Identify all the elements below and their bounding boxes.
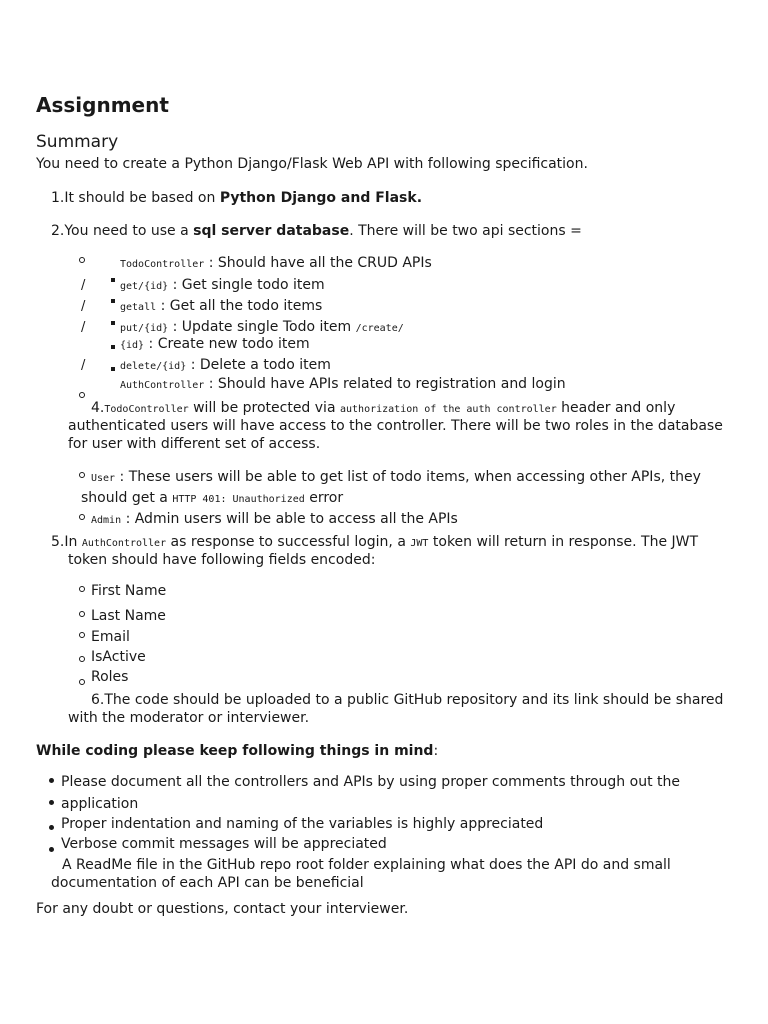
spec-item-6-line2: with the moderator or interviewer. — [68, 710, 310, 726]
jwt-field: First Name — [91, 583, 167, 599]
slash-mark: / — [81, 358, 86, 373]
auth-controller-line — [120, 375, 566, 395]
spec-item-4-mid: will be protected via — [188, 400, 340, 416]
slash-mark: / — [81, 299, 86, 314]
route-getall-desc: : Get all the todo items — [160, 298, 323, 314]
role-admin-desc: : Admin users will be able to access all the APIs — [125, 511, 458, 527]
spec-item-1-bold: Python Django and Flask. — [219, 190, 423, 206]
bullet-icon — [49, 800, 54, 805]
circle-bullet-icon — [79, 679, 85, 685]
readme-line1: A ReadMe file in the GitHub repo root folder explaining what does the API do and small — [62, 857, 671, 873]
spec-item-1-text: 1.It should be based on — [51, 190, 220, 206]
bullet-icon — [49, 825, 54, 830]
route-get — [120, 276, 325, 296]
route-put-code: put/{id} — [120, 323, 169, 334]
http-401-code: HTTP 401: Unauthorized — [172, 494, 305, 505]
bullet-icon — [49, 847, 54, 852]
auth-controller-code: AuthController — [120, 380, 205, 391]
route-create-code-b: {id} — [120, 340, 145, 351]
coding-heading-bold: While coding please keep following things in mind — [36, 743, 434, 759]
route-create — [120, 335, 310, 355]
circle-bullet-icon — [79, 392, 85, 398]
spec-item-2-bold: sql server database — [193, 223, 350, 239]
spec-item-4-auth-code: authorization of the auth controller — [339, 404, 557, 415]
spec-item-5-auth-code: AuthController — [81, 538, 167, 549]
circle-bullet-icon — [79, 611, 85, 617]
role-admin-line — [91, 510, 458, 530]
square-bullet-icon — [111, 299, 115, 303]
slash-mark: / — [81, 320, 86, 335]
role-user-line1 — [91, 468, 701, 488]
square-bullet-icon — [111, 367, 115, 371]
summary-heading: Summary — [36, 132, 119, 152]
circle-bullet-icon — [79, 632, 85, 638]
route-create-desc: : Create new todo item — [148, 336, 310, 352]
spec-item-4-line1 — [91, 399, 675, 419]
jwt-field: Email — [91, 629, 130, 645]
circle-bullet-icon — [79, 472, 85, 478]
todo-controller-line — [120, 254, 432, 274]
jwt-field: IsActive — [91, 649, 146, 665]
route-getall-code: getall — [120, 302, 157, 313]
route-getall — [120, 297, 322, 317]
spec-item-5-tail: token will return in response. The JWT — [428, 534, 699, 550]
coding-heading — [36, 742, 438, 760]
spec-item-6-line1: 6.The code should be uploaded to a public GitHub repository and its link should be shared — [91, 692, 724, 708]
coding-point: Please document all the controllers and APIs by using proper comments through out the — [61, 774, 680, 790]
spec-item-5-prefix: 5.In — [51, 534, 82, 550]
jwt-field: Last Name — [91, 608, 166, 624]
route-delete-desc: : Delete a todo item — [190, 357, 331, 373]
spec-item-5-line1 — [51, 533, 698, 553]
square-bullet-icon — [111, 345, 115, 349]
page-title: Assignment — [36, 93, 169, 117]
jwt-field: Roles — [91, 669, 129, 685]
coding-point: application — [61, 796, 139, 812]
spec-item-1 — [51, 189, 422, 207]
spec-item-4-controller-code: TodoController — [104, 404, 189, 415]
closing-text: For any doubt or questions, contact your interviewer. — [36, 901, 409, 917]
spec-item-5-mid: as response to successful login, a — [166, 534, 411, 550]
role-user-line2-suffix: error — [304, 490, 344, 506]
route-delete — [120, 356, 331, 376]
spec-item-4-line2: authenticated users will have access to the controller. There will be two roles in the database — [68, 418, 723, 434]
spec-item-4-tail: header and only — [556, 400, 676, 416]
spec-item-2-suffix: . There will be two api sections = — [349, 223, 582, 239]
coding-point: Proper indentation and naming of the variables is highly appreciated — [61, 816, 544, 832]
bullet-icon — [49, 778, 54, 783]
coding-point: Verbose commit messages will be appreciated — [61, 836, 387, 852]
route-get-code: get/{id} — [120, 281, 169, 292]
spec-item-4-line3: for user with different set of access. — [68, 436, 321, 452]
spec-item-2-text: 2.You need to use a — [51, 223, 194, 239]
todo-controller-desc: : Should have all the CRUD APIs — [208, 255, 432, 271]
spec-item-2 — [51, 222, 582, 240]
intro-text: You need to create a Python Django/Flask Web API with following specification. — [36, 156, 588, 172]
role-user-line2 — [81, 489, 343, 509]
todo-controller-code: TodoController — [120, 259, 205, 270]
coding-heading-colon: : — [433, 743, 439, 759]
route-delete-code: delete/{id} — [120, 361, 187, 372]
spec-item-5-jwt-code: JWT — [410, 538, 429, 549]
route-put-desc: : Update single Todo item — [172, 319, 352, 335]
square-bullet-icon — [111, 278, 115, 282]
readme-line2: documentation of each API can be beneficial — [51, 875, 364, 891]
route-get-desc: : Get single todo item — [172, 277, 325, 293]
spec-item-4-num: 4. — [91, 400, 105, 416]
circle-bullet-icon — [79, 656, 85, 662]
role-user-code: User — [91, 473, 116, 484]
route-create-code-a: /create/ — [355, 323, 404, 334]
circle-bullet-icon — [79, 586, 85, 592]
auth-controller-desc: : Should have APIs related to registration and login — [208, 376, 566, 392]
circle-bullet-icon — [79, 514, 85, 520]
circle-bullet-icon — [79, 257, 85, 263]
spec-item-5-line2: token should have following fields encoded: — [68, 552, 376, 568]
role-user-line2-prefix: should get a — [81, 490, 173, 506]
square-bullet-icon — [111, 321, 115, 325]
slash-mark: / — [81, 278, 86, 293]
role-admin-code: Admin — [91, 515, 122, 526]
role-user-desc: : These users will be able to get list of todo items, when accessing other APIs, they — [119, 469, 701, 485]
